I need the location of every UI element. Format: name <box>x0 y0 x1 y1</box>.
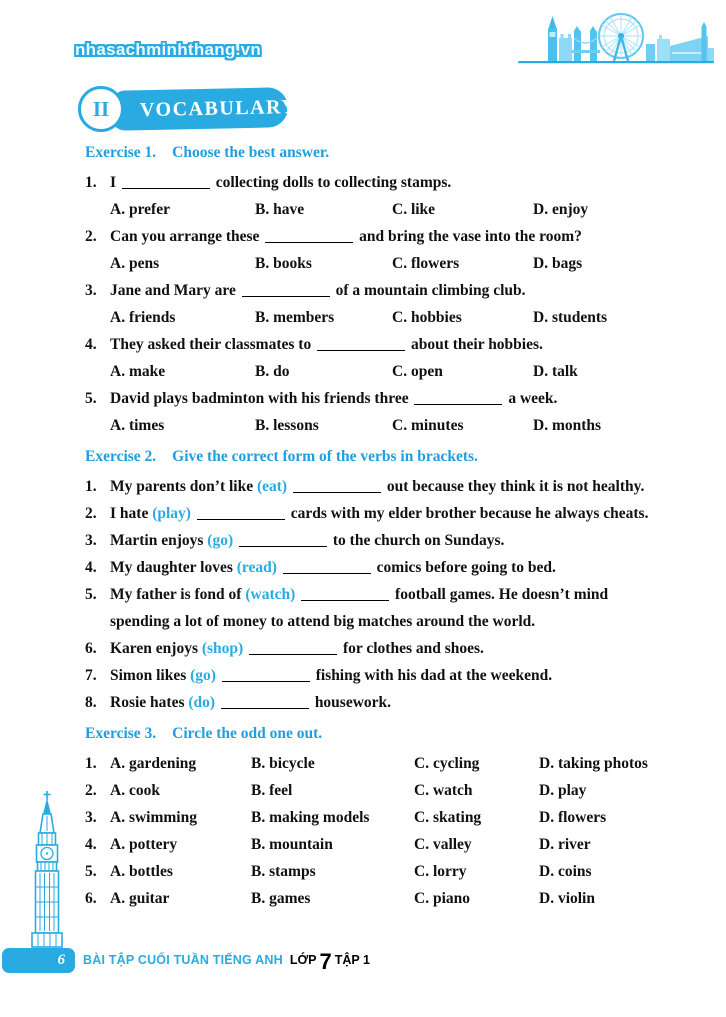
answer-blank <box>293 480 381 493</box>
question-post: of a mountain climbing club. <box>335 282 526 299</box>
ex2-item-1 <box>85 473 659 500</box>
verb-in-brackets: (do) <box>188 694 216 711</box>
option-b: B. games <box>251 890 311 907</box>
exercise1-instruction: Choose the best answer. <box>172 144 330 161</box>
question-post: a week. <box>508 390 558 407</box>
question-pre: My daughter loves <box>110 559 233 576</box>
option-d: D. students <box>533 309 608 326</box>
ex1-options-4 <box>110 358 659 385</box>
section-title: VOCABULARY <box>139 95 298 122</box>
question-text <box>110 473 659 500</box>
question-number: 4. <box>85 559 97 576</box>
question-post: for clothes and shoes. <box>342 640 484 657</box>
question-post: out because they think it is not healthy. <box>386 478 645 495</box>
footer-volume: TẬP 1 <box>334 953 370 967</box>
question-post: cards with my elder brother because he always cheats. <box>290 505 649 522</box>
question-pre: Simon likes <box>110 667 187 684</box>
option-c: C. lorry <box>414 863 467 880</box>
question-text <box>110 331 659 358</box>
option-c: C. cycling <box>414 755 480 772</box>
question-text <box>110 581 659 635</box>
question-number: 3. <box>85 282 97 299</box>
answer-blank <box>249 642 337 655</box>
verb-in-brackets: (watch) <box>245 586 296 603</box>
ex1-options-3 <box>110 304 659 331</box>
answer-blank <box>222 669 310 682</box>
footer-series-title: BÀI TẬP CUỐI TUẦN TIẾNG ANH <box>83 953 283 967</box>
question-number: 2. <box>85 228 97 245</box>
answer-blank <box>239 534 327 547</box>
option-a: A. cook <box>110 782 160 799</box>
answer-blank <box>265 230 353 243</box>
option-d: D. months <box>533 417 602 434</box>
answer-blank <box>242 284 330 297</box>
option-d: D. bags <box>533 255 583 272</box>
question-number: 4. <box>85 336 97 353</box>
ex3-row-5 <box>85 858 659 885</box>
question-post: to the church on Sundays. <box>332 532 505 549</box>
option-b: B. making models <box>251 809 370 826</box>
verb-in-brackets: (play) <box>152 505 191 522</box>
option-c: C. minutes <box>392 417 464 434</box>
ex3-options <box>110 804 659 831</box>
question-pre: Martin enjoys <box>110 532 204 549</box>
option-b: B. mountain <box>251 836 333 853</box>
question-number: 1. <box>85 174 97 191</box>
question-number: 3. <box>85 532 97 549</box>
answer-blank <box>414 392 502 405</box>
question-number: 1. <box>85 755 97 772</box>
ex3-options <box>110 885 659 912</box>
answer-blank <box>283 561 371 574</box>
question-text <box>110 223 659 250</box>
question-number: 3. <box>85 809 97 826</box>
answer-blank <box>301 588 389 601</box>
option-c: C. open <box>392 363 443 380</box>
question-number: 5. <box>85 863 97 880</box>
option-c: C. valley <box>414 836 472 853</box>
verb-in-brackets: (go) <box>207 532 234 549</box>
question-pre: I hate <box>110 505 149 522</box>
question-pre: Karen enjoys <box>110 640 198 657</box>
question-post: fishing with his dad at the weekend. <box>315 667 553 684</box>
option-d: D. river <box>539 836 591 853</box>
ex3-row-3 <box>85 804 659 831</box>
ex2-item-5 <box>85 581 659 635</box>
ex2-item-6 <box>85 635 659 662</box>
question-text <box>110 689 659 716</box>
ex3-options <box>110 858 659 885</box>
question-post: housework. <box>314 694 392 711</box>
option-a: A. gardening <box>110 755 197 772</box>
exercises-content <box>85 143 659 912</box>
question-text <box>110 554 659 581</box>
option-a: A. guitar <box>110 890 170 907</box>
question-number: 1. <box>85 478 97 495</box>
ex1-question-4 <box>85 331 659 358</box>
section-badge-pill <box>110 87 298 131</box>
ex3-row-4 <box>85 831 659 858</box>
ex3-row-1 <box>85 750 659 777</box>
page-number-bar <box>2 948 75 973</box>
question-number: 6. <box>85 890 97 907</box>
question-text <box>110 169 659 196</box>
answer-blank <box>197 507 285 520</box>
question-number: 2. <box>85 782 97 799</box>
exercise3-label: Exercise 3. <box>85 725 157 742</box>
section-numeral: II <box>92 96 110 121</box>
question-pre: Jane and Mary are <box>110 282 236 299</box>
exercise3-heading <box>85 724 659 744</box>
option-a: A. times <box>110 417 165 434</box>
exercise1-label: Exercise 1. <box>85 144 157 161</box>
question-pre: My parents don’t like <box>110 478 254 495</box>
question-number: 8. <box>85 694 97 711</box>
verb-in-brackets: (read) <box>236 559 277 576</box>
option-d: D. talk <box>533 363 578 380</box>
option-c: C. hobbies <box>392 309 462 326</box>
section-badge <box>78 86 308 136</box>
option-b: B. stamps <box>251 863 316 880</box>
question-post: comics before going to bed. <box>376 559 556 576</box>
ex1-question-2 <box>85 223 659 250</box>
big-ben-tower-icon <box>25 791 69 951</box>
footer-grade-label: LỚP <box>289 953 317 967</box>
question-number: 7. <box>85 667 97 684</box>
ex2-item-7 <box>85 662 659 689</box>
option-d: D. enjoy <box>533 201 589 218</box>
section-numeral-circle <box>78 86 124 132</box>
answer-blank <box>221 696 309 709</box>
exercise2-heading <box>85 447 659 467</box>
ex3-options <box>110 777 659 804</box>
exercise2-label: Exercise 2. <box>85 448 157 465</box>
book-title-footer <box>83 948 370 973</box>
question-pre: David plays badminton with his friends three <box>110 390 409 407</box>
option-b: B. lessons <box>255 417 319 434</box>
question-pre: Can you arrange these <box>110 228 260 245</box>
option-d: D. flowers <box>539 809 607 826</box>
ex2-item-3 <box>85 527 659 554</box>
publisher-watermark: nhasachminhthang.vn <box>75 40 262 59</box>
question-number: 4. <box>85 836 97 853</box>
question-pre: They asked their classmates to <box>110 336 312 353</box>
exercise2-instruction: Give the correct form of the verbs in brackets. <box>172 448 478 465</box>
option-a: A. pens <box>110 255 160 272</box>
option-c: C. like <box>392 201 436 218</box>
option-b: B. members <box>255 309 335 326</box>
option-d: D. play <box>539 782 587 799</box>
answer-blank <box>317 338 405 351</box>
question-pre: My father is fond of <box>110 586 242 603</box>
ex2-item-8 <box>85 689 659 716</box>
exercise1-heading <box>85 143 659 163</box>
ex2-item-4 <box>85 554 659 581</box>
exercise3-instruction: Circle the odd one out. <box>172 725 323 742</box>
answer-blank <box>122 176 210 189</box>
london-skyline-icon <box>518 8 714 66</box>
option-d: D. taking photos <box>539 755 648 772</box>
question-post: collecting dolls to collecting stamps. <box>215 174 452 191</box>
option-a: A. prefer <box>110 201 170 218</box>
option-a: A. friends <box>110 309 176 326</box>
option-a: A. bottles <box>110 863 173 880</box>
option-c: C. piano <box>414 890 470 907</box>
ex1-question-5 <box>85 385 659 412</box>
question-post: about their hobbies. <box>410 336 543 353</box>
verb-in-brackets: (go) <box>190 667 216 684</box>
ex1-options-5 <box>110 412 659 439</box>
question-post: and bring the vase into the room? <box>359 228 582 245</box>
question-number: 5. <box>85 586 97 603</box>
option-b: B. do <box>255 363 290 380</box>
option-a: A. make <box>110 363 166 380</box>
question-text <box>110 500 659 527</box>
option-b: B. bicycle <box>251 755 315 772</box>
question-number: 5. <box>85 390 97 407</box>
question-pre: I <box>110 174 117 191</box>
option-b: B. have <box>255 201 305 218</box>
ex3-row-6 <box>85 885 659 912</box>
ex3-row-2 <box>85 777 659 804</box>
question-pre: Rosie hates <box>110 694 185 711</box>
ex1-options-2 <box>110 250 659 277</box>
option-d: D. coins <box>539 863 592 880</box>
option-b: B. feel <box>251 782 293 799</box>
ex1-options-1 <box>110 196 659 223</box>
option-a: A. pottery <box>110 836 178 853</box>
question-number: 2. <box>85 505 97 522</box>
question-number: 6. <box>85 640 97 657</box>
question-text <box>110 527 659 554</box>
ex1-question-3 <box>85 277 659 304</box>
option-c: C. skating <box>414 809 482 826</box>
footer-grade-number: 7 <box>319 949 332 974</box>
question-text <box>110 635 659 662</box>
question-post: football games. He doesn’t mind spending a lot of money to attend big matches around the world. <box>110 586 609 630</box>
ex3-options <box>110 831 659 858</box>
verb-in-brackets: (eat) <box>256 478 288 495</box>
ex3-options <box>110 750 659 777</box>
option-c: C. watch <box>414 782 473 799</box>
verb-in-brackets: (shop) <box>201 640 244 657</box>
question-text <box>110 277 659 304</box>
option-c: C. flowers <box>392 255 460 272</box>
question-text <box>110 662 659 689</box>
option-d: D. violin <box>539 890 595 907</box>
question-text <box>110 385 659 412</box>
option-b: B. books <box>255 255 312 272</box>
page-number: 6 <box>57 952 65 968</box>
ex2-item-2 <box>85 500 659 527</box>
option-a: A. swimming <box>110 809 197 826</box>
ex1-question-1 <box>85 169 659 196</box>
